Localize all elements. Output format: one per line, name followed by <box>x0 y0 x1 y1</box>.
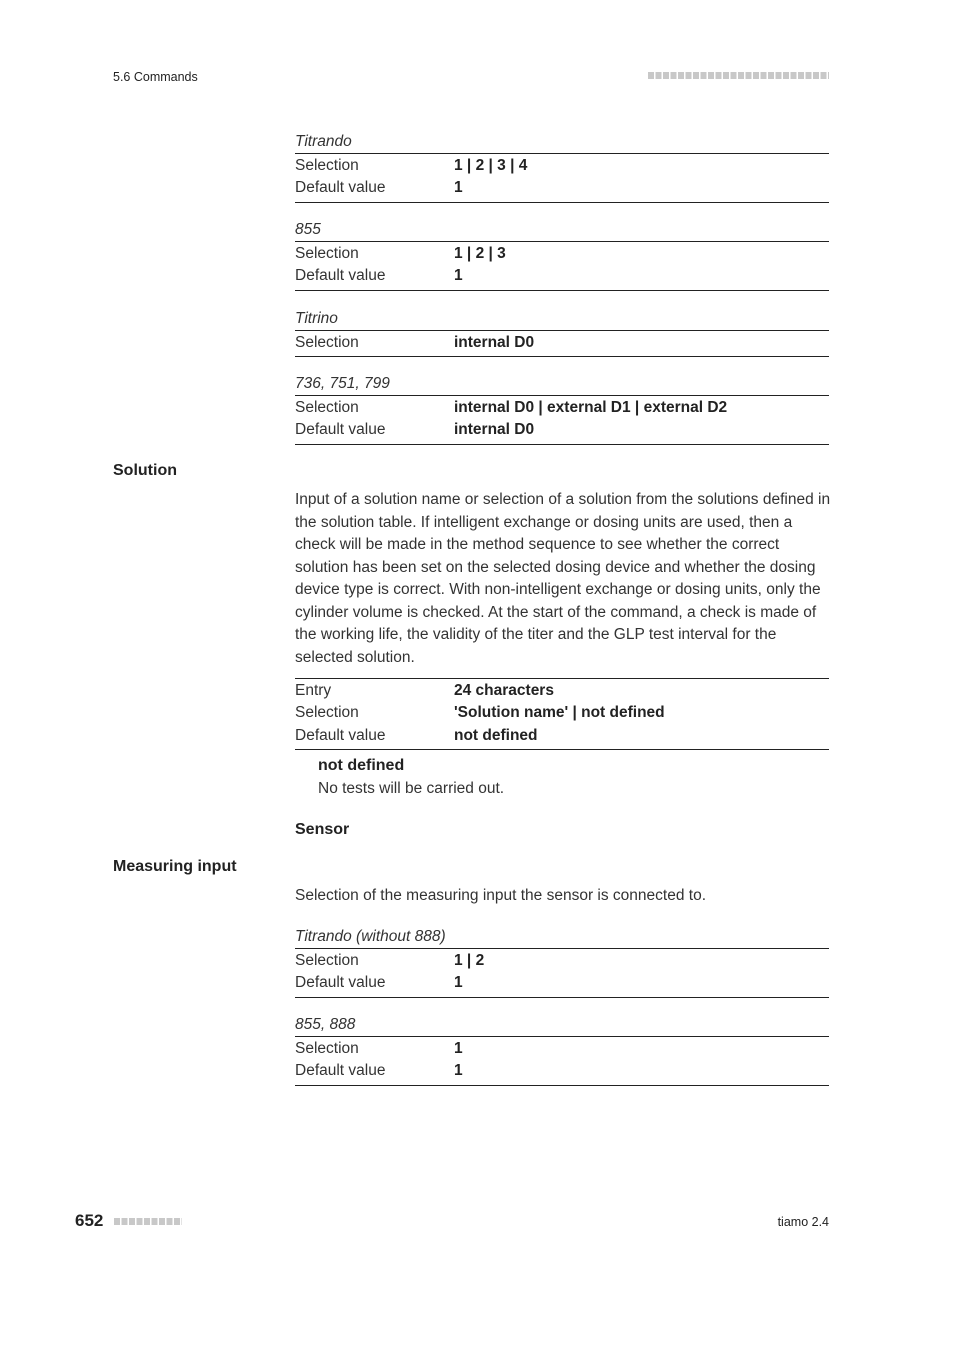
param-table-855 <box>295 219 829 291</box>
row-key: Selection <box>295 157 359 174</box>
param-table-titrino <box>295 308 829 357</box>
row-key: Default value <box>295 726 386 744</box>
row-value: 1 <box>454 179 463 197</box>
param-table-solution <box>295 678 829 750</box>
row-key: Selection <box>295 704 359 722</box>
row-value: 1 | 2 | 3 | 4 <box>454 157 528 174</box>
table-row <box>295 725 829 747</box>
table-caption: Titrando <box>295 133 352 150</box>
param-table-titrando-without-888 <box>295 926 829 998</box>
table-row <box>295 972 829 994</box>
row-key: Default value <box>295 267 386 285</box>
row-key: Default value <box>295 974 386 992</box>
header-decoration <box>648 72 829 79</box>
row-key: Default value <box>295 421 386 439</box>
row-key: Selection <box>295 334 359 351</box>
table-row <box>295 265 829 287</box>
row-value: 24 characters <box>454 682 554 699</box>
table-row <box>295 1038 829 1060</box>
row-key: Selection <box>295 399 359 416</box>
section-heading-measuring-input: Measuring input <box>113 858 237 875</box>
page-number: 652 <box>75 1211 104 1230</box>
table-row <box>295 1060 829 1082</box>
running-header-section: 5.6 Commands <box>113 70 198 84</box>
row-value: internal D0 <box>454 421 535 439</box>
table-caption: Titrando (without 888) <box>295 928 446 945</box>
option-term: not defined <box>318 757 405 774</box>
row-value: 1 <box>454 1062 463 1080</box>
table-row <box>295 419 829 441</box>
row-value: 'Solution name' | not defined <box>454 704 665 722</box>
footer-decoration <box>114 1218 182 1225</box>
row-value: 1 | 2 | 3 <box>454 245 506 262</box>
row-value: 1 <box>454 267 463 285</box>
table-row <box>295 397 829 419</box>
table-caption: 855, 888 <box>295 1016 356 1033</box>
subheading-sensor: Sensor <box>295 821 350 838</box>
table-row <box>295 950 829 972</box>
row-key: Selection <box>295 1040 359 1057</box>
param-table-855-888 <box>295 1014 829 1086</box>
row-value: not defined <box>454 726 538 744</box>
table-row <box>295 702 829 724</box>
row-value: internal D0 <box>454 334 535 351</box>
table-caption: 855 <box>295 221 321 238</box>
table-row <box>295 680 829 702</box>
measuring-input-description: Selection of the measuring input the sensor is connected to. <box>295 887 706 904</box>
row-value: 1 <box>454 974 463 992</box>
option-description: No tests will be carried out. <box>318 780 505 797</box>
section-heading-solution: Solution <box>113 462 177 479</box>
row-value: 1 <box>454 1040 463 1057</box>
row-value: 1 | 2 <box>454 952 485 969</box>
table-caption: Titrino <box>295 310 338 327</box>
row-key: Selection <box>295 952 359 969</box>
row-key: Default value <box>295 1062 386 1080</box>
row-key: Selection <box>295 245 359 262</box>
table-row <box>295 155 829 177</box>
table-caption: 736, 751, 799 <box>295 375 390 392</box>
table-row <box>295 177 829 199</box>
row-key: Entry <box>295 682 332 699</box>
table-row <box>295 332 829 354</box>
row-value: internal D0 | external D1 | external D2 <box>454 399 728 416</box>
table-row <box>295 243 829 265</box>
param-table-titrando <box>295 131 829 203</box>
row-key: Default value <box>295 179 386 197</box>
product-version: tiamo 2.4 <box>777 1215 829 1229</box>
solution-description: Input of a solution name or selection of a solution from the solutions defined in the solution table. If intelligent exchange or dosing units are used, then a check will be made in the method sequence to see whether the correct solution has been set on the selected dosing device and whether the dosing device type is correct. With non-intelligent exchange or dosing units, only the cylinder volume is checked. At the start of the command, a check is made of the working life, the validity of the titer and the GLP test interval for the selected solution. <box>295 491 831 666</box>
param-table-736-751-799 <box>295 373 829 445</box>
